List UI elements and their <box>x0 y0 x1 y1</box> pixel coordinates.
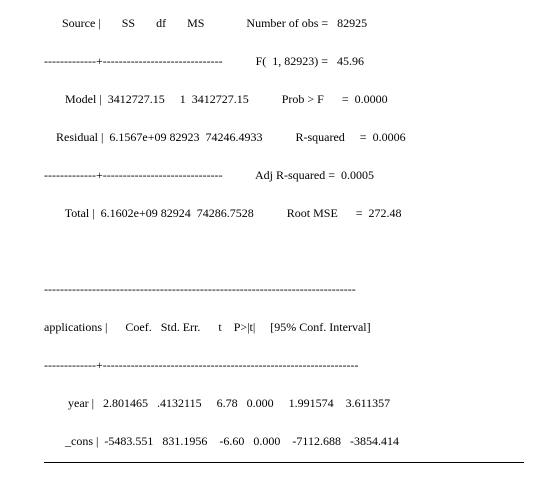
anova-row-model: Model | 3412727.15 1 3412727.15 Prob > F = 0.0000 <box>44 92 388 106</box>
anova-row-residual: Residual | 6.1567e+09 82923 74246.4933 R-squared = 0.0006 <box>44 130 406 144</box>
coef-table-separator: -------------+---------------------------------------------------------------- <box>44 358 359 372</box>
coef-row-year: year | 2.801465 .4132115 6.78 0.000 1.991574 3.611357 <box>44 396 391 410</box>
coef-table-bottom-rule <box>44 462 524 463</box>
anova-separator-top: -------------+------------------------------ F( 1, 82923) = 45.96 <box>44 54 365 68</box>
anova-row-total: Total | 6.1602e+09 82924 74286.7528 Root MSE = 272.48 <box>44 206 402 220</box>
anova-separator-bottom: -------------+------------------------------ Adj R-squared = 0.0005 <box>44 168 375 182</box>
anova-header: Source | SS df MS Number of obs = 82925 <box>44 16 368 30</box>
coef-table-header: applications | Coef. Std. Err. t P>|t| [95% Conf. Interval] <box>44 320 371 334</box>
coef-row-cons: _cons | -5483.551 831.1956 -6.60 0.000 -7112.688 -3854.414 <box>44 434 399 448</box>
coef-table-top-rule: ------------------------------------------------------------------------------ <box>44 282 356 296</box>
